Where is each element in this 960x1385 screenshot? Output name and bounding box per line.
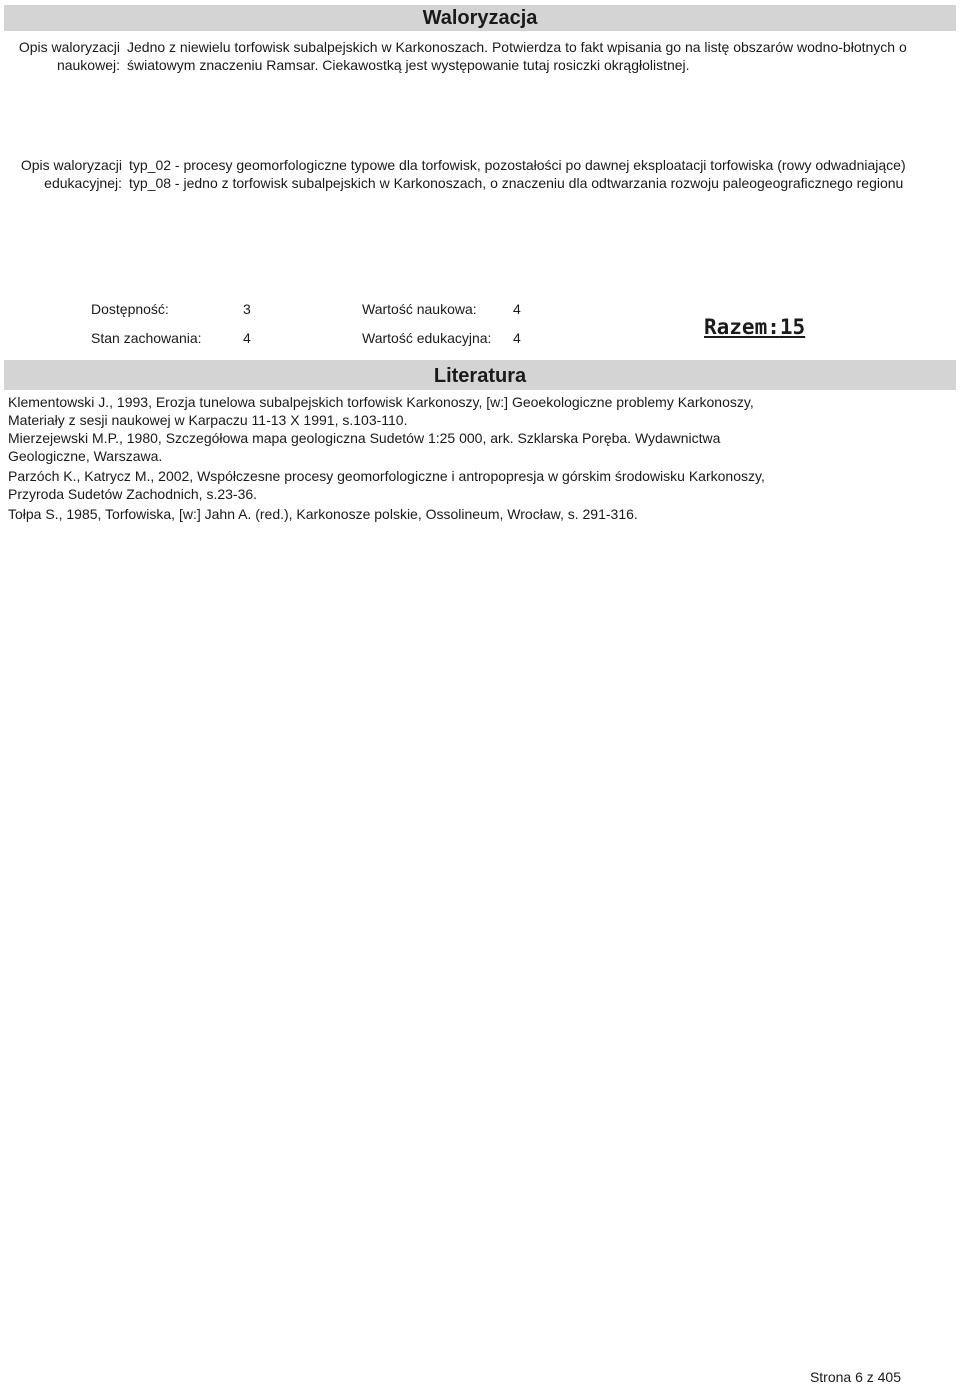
- educational-value-label: Wartość edukacyjna:: [362, 330, 492, 346]
- valuation-section-header: [4, 5, 956, 31]
- literature-entry: Klementowski J., 1993, Erozja tunelowa subalpejskich torfowisk Karkonoszy, [w:] Geoekologiczne problemy Karkonoszy, Materiały z sesji naukowej w Karpaczu 11-13 X 1991, s.103-110.: [8, 394, 754, 428]
- total-value: 15: [779, 315, 806, 339]
- educational-valuation-label: Opis waloryzacji edukacyjnej:: [20, 157, 122, 191]
- scientific-value-label: Wartość naukowa:: [362, 301, 477, 317]
- educational-value: 4: [513, 330, 521, 346]
- total-label: Razem:: [704, 315, 780, 339]
- preservation-label: Stan zachowania:: [91, 330, 202, 346]
- literature-entry: Mierzejewski M.P., 1980, Szczegółowa mapa geologiczna Sudetów 1:25 000, ark. Szklarska Poręba. Wydawnictwa Geologiczne, Warszawa.: [8, 430, 721, 464]
- scientific-value: 4: [513, 301, 521, 317]
- accessibility-value: 3: [243, 301, 251, 317]
- literature-entry: Parzóch K., Katrycz M., 2002, Współczesne procesy geomorfologiczne i antropopresja w górskim środowisku Karkonoszy, Przyroda Sudetów Zachodnich, s.23-36.: [8, 468, 765, 502]
- literature-section-header: [4, 360, 956, 390]
- accessibility-label: Dostępność:: [91, 301, 169, 317]
- literature-title: Literatura: [433, 365, 527, 387]
- valuation-title: Waloryzacja: [422, 7, 538, 29]
- total-score: [704, 314, 805, 340]
- page-number: Strona 6 z 405: [809, 1369, 901, 1385]
- scientific-valuation-label: Opis waloryzacji naukowej:: [18, 39, 120, 73]
- educational-valuation-text: typ_02 - procesy geomorfologiczne typowe dla torfowisk, pozostałości po dawnej eksploatacji torfowiska (rowy odwadniające) typ_08 - jedno z torfowisk subalpejskich w Karkonoszach, o znaczeniu dla odtwarzania rozwoju paleogeograficznego regionu: [129, 157, 906, 191]
- literature-entry: Tołpa S., 1985, Torfowiska, [w:] Jahn A. (red.), Karkonosze polskie, Ossolineum, Wrocław, s. 291-316.: [8, 506, 638, 522]
- preservation-value: 4: [243, 330, 251, 346]
- scientific-valuation-text: Jedno z niewielu torfowisk subalpejskich w Karkonoszach. Potwierdza to fakt wpisania go na listę obszarów wodno-błotnych o światowym znaczeniu Ramsar. Ciekawostką jest występowanie tutaj rosiczki okrągłolistnej.: [127, 39, 907, 73]
